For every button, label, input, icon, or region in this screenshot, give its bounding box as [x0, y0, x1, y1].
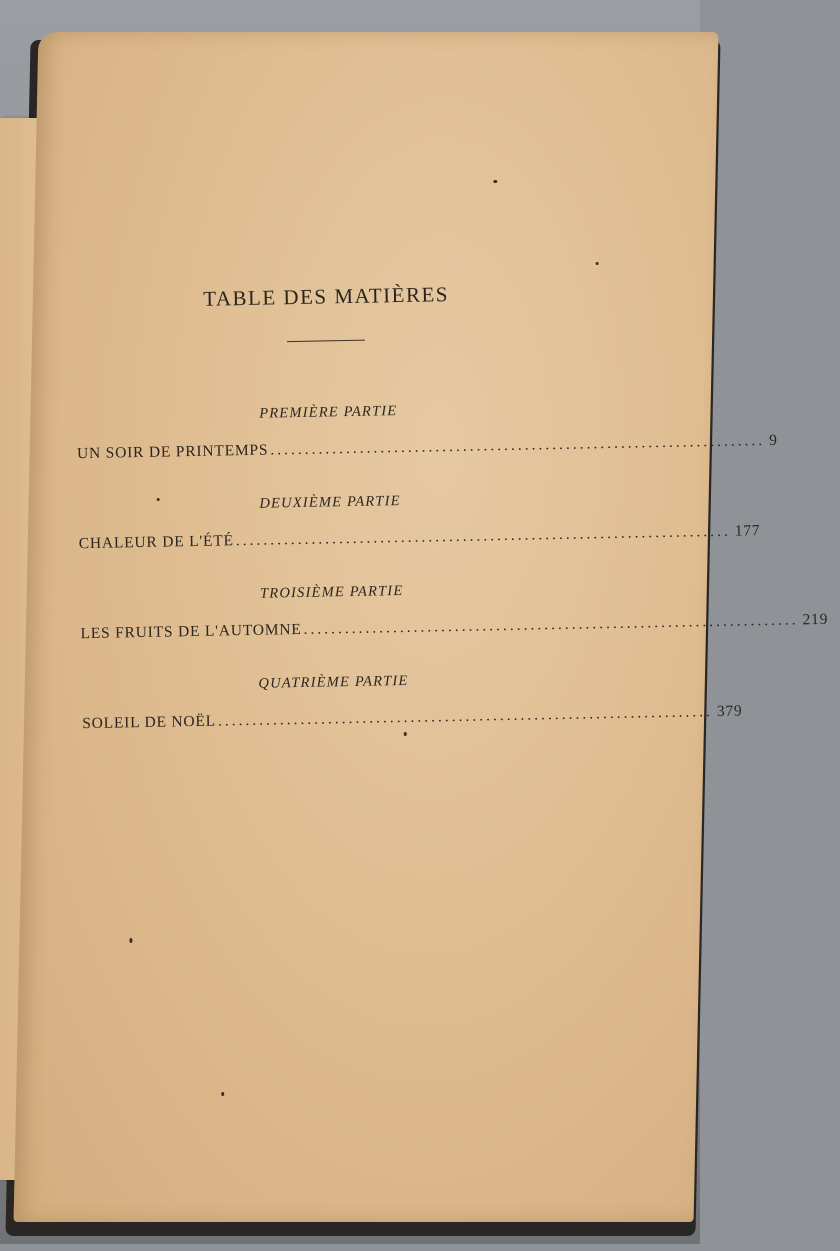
toc-title: TABLE DES MATIÈRES — [202, 282, 450, 311]
entry-title: CHALEUR DE L'ÉTÉ — [78, 532, 235, 553]
part-heading: QUATRIÈME PARTIE — [258, 672, 409, 692]
entry-title: LES FRUITS DE L'AUTOMNE — [80, 620, 302, 643]
toc-entry — [76, 431, 778, 463]
dot-leader: ........................................................................ — [303, 611, 799, 638]
toc-entry — [80, 610, 829, 643]
title-divider — [287, 340, 365, 342]
toc-entry — [78, 522, 761, 553]
part-heading: PREMIÈRE PARTIE — [259, 403, 398, 422]
entry-title: UN SOIR DE PRINTEMPS — [76, 441, 269, 463]
entry-page-number: 219 — [802, 610, 829, 629]
toc-entry — [82, 702, 743, 733]
dot-leader: ........................................................................ — [235, 522, 731, 550]
entry-page-number: 9 — [769, 431, 778, 449]
entry-page-number: 379 — [716, 702, 743, 720]
dot-leader: ........................................................................ — [217, 703, 714, 730]
entry-title: SOLEIL DE NOËL — [82, 712, 217, 733]
part-heading: TROISIÈME PARTIE — [259, 582, 404, 602]
entry-page-number: 177 — [734, 522, 761, 540]
dot-leader: ........................................................................ — [270, 432, 766, 459]
part-heading: DEUXIÈME PARTIE — [259, 493, 401, 512]
